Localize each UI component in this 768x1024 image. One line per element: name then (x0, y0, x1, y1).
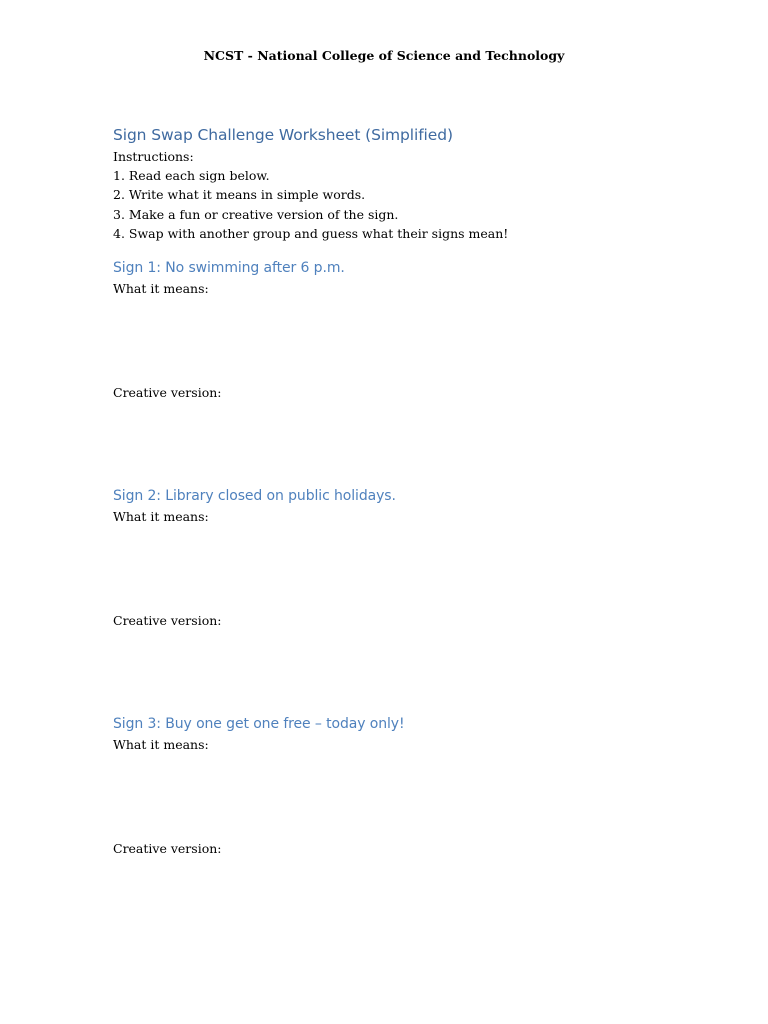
sign-heading: Sign 1: No swimming after 6 p.m. (113, 260, 345, 276)
worksheet-intro (113, 124, 713, 243)
instructions-block (113, 147, 713, 243)
worksheet-title: Sign Swap Challenge Worksheet (Simplified) (113, 126, 453, 144)
sign-heading: Sign 3: Buy one get one free – today only! (113, 716, 405, 732)
sign-section-1 (113, 258, 713, 400)
instruction-item: 1. Read each sign below. (113, 168, 270, 184)
creative-version-label: Creative version: (113, 841, 222, 856)
what-it-means-label: What it means: (113, 509, 209, 524)
instruction-item: 2. Write what it means in simple words. (113, 187, 366, 203)
instructions-label: Instructions: (113, 149, 194, 164)
sign-section-2 (113, 486, 713, 628)
what-it-means-label: What it means: (113, 281, 209, 296)
what-it-means-label: What it means: (113, 737, 209, 752)
instruction-item: 4. Swap with another group and guess what their signs mean! (113, 225, 509, 241)
creative-version-label: Creative version: (113, 385, 222, 400)
sign-heading: Sign 2: Library closed on public holidays. (113, 488, 396, 504)
college-header: NCST - National College of Science and Technology (203, 48, 565, 63)
instruction-item: 3. Make a fun or creative version of the sign. (113, 206, 399, 222)
sign-section-3 (113, 714, 713, 856)
creative-version-label: Creative version: (113, 613, 222, 628)
